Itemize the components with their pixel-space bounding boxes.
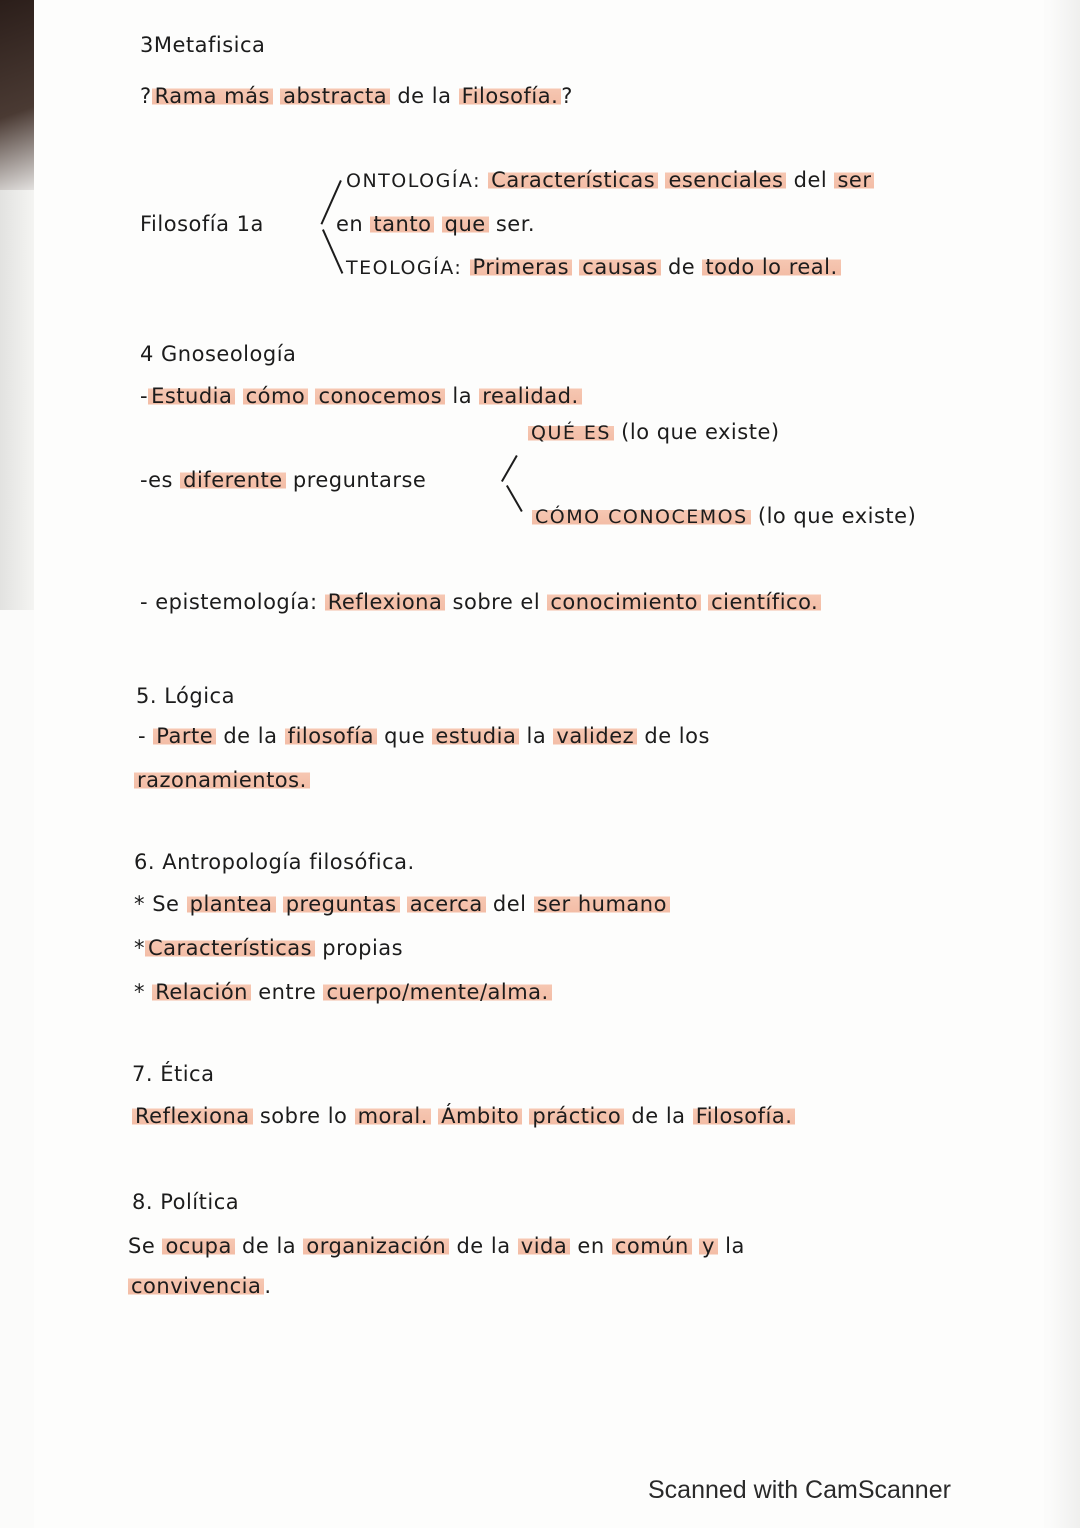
section-title-antropologia: 6. Antropología filosófica. — [134, 850, 415, 874]
text: - — [138, 724, 147, 748]
highlight: Parte — [153, 724, 216, 748]
text: sobre el — [452, 590, 541, 614]
text: entre — [258, 980, 317, 1004]
highlight: causas — [579, 255, 660, 279]
scan-shadow-edge — [0, 190, 34, 610]
politica-definition — [128, 1234, 745, 1258]
text: de la — [397, 84, 452, 108]
highlight: Características — [145, 936, 315, 960]
text: del — [793, 168, 828, 192]
filosofia-primera-label: Filosofía 1a — [140, 212, 264, 236]
highlight: conocimiento — [547, 590, 701, 614]
text: ? — [140, 84, 152, 108]
bullet-icon: * — [134, 980, 145, 1004]
text: -es — [140, 468, 173, 492]
ontologia-line — [346, 168, 874, 192]
antropologia-item — [134, 892, 670, 916]
bullet-icon: * — [134, 892, 145, 916]
highlight: y — [699, 1234, 718, 1258]
section-title-politica: 8. Política — [132, 1190, 240, 1214]
highlight: Características — [488, 168, 658, 192]
highlight: Estudia — [148, 384, 235, 408]
highlight: razonamientos. — [134, 768, 310, 792]
text: Se — [128, 1234, 156, 1258]
highlight: conocemos — [315, 384, 445, 408]
ontologia-continuation — [336, 212, 535, 236]
text: de la — [242, 1234, 297, 1258]
text: ? — [561, 84, 573, 108]
text: que — [384, 724, 426, 748]
text: - epistemología: — [140, 590, 318, 614]
highlight: ser humano — [534, 892, 670, 916]
text: ser. — [495, 212, 536, 236]
text: de la — [223, 724, 278, 748]
text: en — [336, 212, 364, 236]
teologia-line — [346, 255, 841, 279]
highlight: QUÉ ES — [528, 422, 614, 444]
text: propias — [322, 936, 404, 960]
highlight: cómo — [243, 384, 309, 408]
highlight: moral. — [355, 1104, 431, 1128]
highlight: que — [442, 212, 489, 236]
highlight: preguntas — [283, 892, 400, 916]
highlight: ocupa — [162, 1234, 234, 1258]
highlight: práctico — [529, 1104, 624, 1128]
highlight: filosofía — [285, 724, 377, 748]
page-edge — [1050, 0, 1080, 1528]
epistemologia-line — [140, 590, 821, 614]
highlight: validez — [553, 724, 637, 748]
text: la — [452, 384, 473, 408]
highlight: diferente — [180, 468, 286, 492]
highlight: convivencia — [128, 1274, 264, 1298]
antropologia-item — [134, 936, 403, 960]
highlight: estudia — [432, 724, 519, 748]
highlight: Ámbito — [438, 1104, 522, 1128]
highlight: plantea — [187, 892, 276, 916]
highlight: Relación — [152, 980, 251, 1004]
highlight: Reflexiona — [132, 1104, 253, 1128]
gnoseologia-definition — [140, 384, 582, 408]
highlight: Reflexiona — [325, 590, 446, 614]
highlight: Primeras — [470, 255, 573, 279]
highlight: CÓMO CONOCEMOS — [532, 506, 751, 528]
text: de la — [631, 1104, 686, 1128]
highlight: tanto — [370, 212, 434, 236]
politica-continuation — [128, 1274, 272, 1298]
highlight: científico. — [708, 590, 821, 614]
text: sobre lo — [259, 1104, 348, 1128]
highlight: vida — [518, 1234, 570, 1258]
text: del — [492, 892, 527, 916]
text: de los — [644, 724, 710, 748]
section-title-gnoseologia: 4 Gnoseología — [140, 342, 297, 366]
text: - — [140, 384, 149, 408]
highlight: realidad. — [479, 384, 581, 408]
metafisica-definition — [140, 84, 573, 108]
highlight: Filosofía. — [693, 1104, 796, 1128]
highlight: acerca — [407, 892, 486, 916]
logica-continuation — [134, 768, 310, 792]
etica-definition — [132, 1104, 795, 1128]
highlight: abstracta — [280, 84, 390, 108]
branch-que-es — [528, 420, 780, 444]
branch-como-conocemos — [532, 504, 916, 528]
text: Se — [152, 892, 180, 916]
text: (lo que existe) — [757, 504, 917, 528]
highlight: esenciales — [665, 168, 786, 192]
text: la — [526, 724, 547, 748]
text: (lo que existe) — [621, 420, 780, 444]
camscanner-watermark: Scanned with CamScanner — [648, 1476, 951, 1504]
diferente-preguntarse — [140, 468, 426, 492]
text: de — [667, 255, 696, 279]
antropologia-item — [134, 980, 552, 1004]
highlight: ser — [834, 168, 874, 192]
section-title-logica: 5. Lógica — [136, 684, 235, 708]
term: TEOLOGÍA: — [346, 257, 463, 279]
highlight: organización — [303, 1234, 449, 1258]
highlight: todo lo real. — [702, 255, 840, 279]
bullet-icon: * — [134, 936, 145, 960]
logica-definition — [138, 724, 710, 748]
text: en — [577, 1234, 605, 1258]
text: . — [264, 1274, 272, 1298]
text: la — [725, 1234, 745, 1258]
section-title-etica: 7. Ética — [132, 1062, 215, 1086]
highlight: común — [612, 1234, 692, 1258]
section-title-metafisica: 3Metafisica — [140, 33, 266, 57]
text: de la — [456, 1234, 511, 1258]
highlight: Filosofía. — [459, 84, 562, 108]
text: preguntarse — [292, 468, 427, 492]
term: ONTOLOGÍA: — [346, 170, 481, 192]
highlight: Rama más — [152, 84, 273, 108]
highlight: cuerpo/mente/alma. — [323, 980, 551, 1004]
